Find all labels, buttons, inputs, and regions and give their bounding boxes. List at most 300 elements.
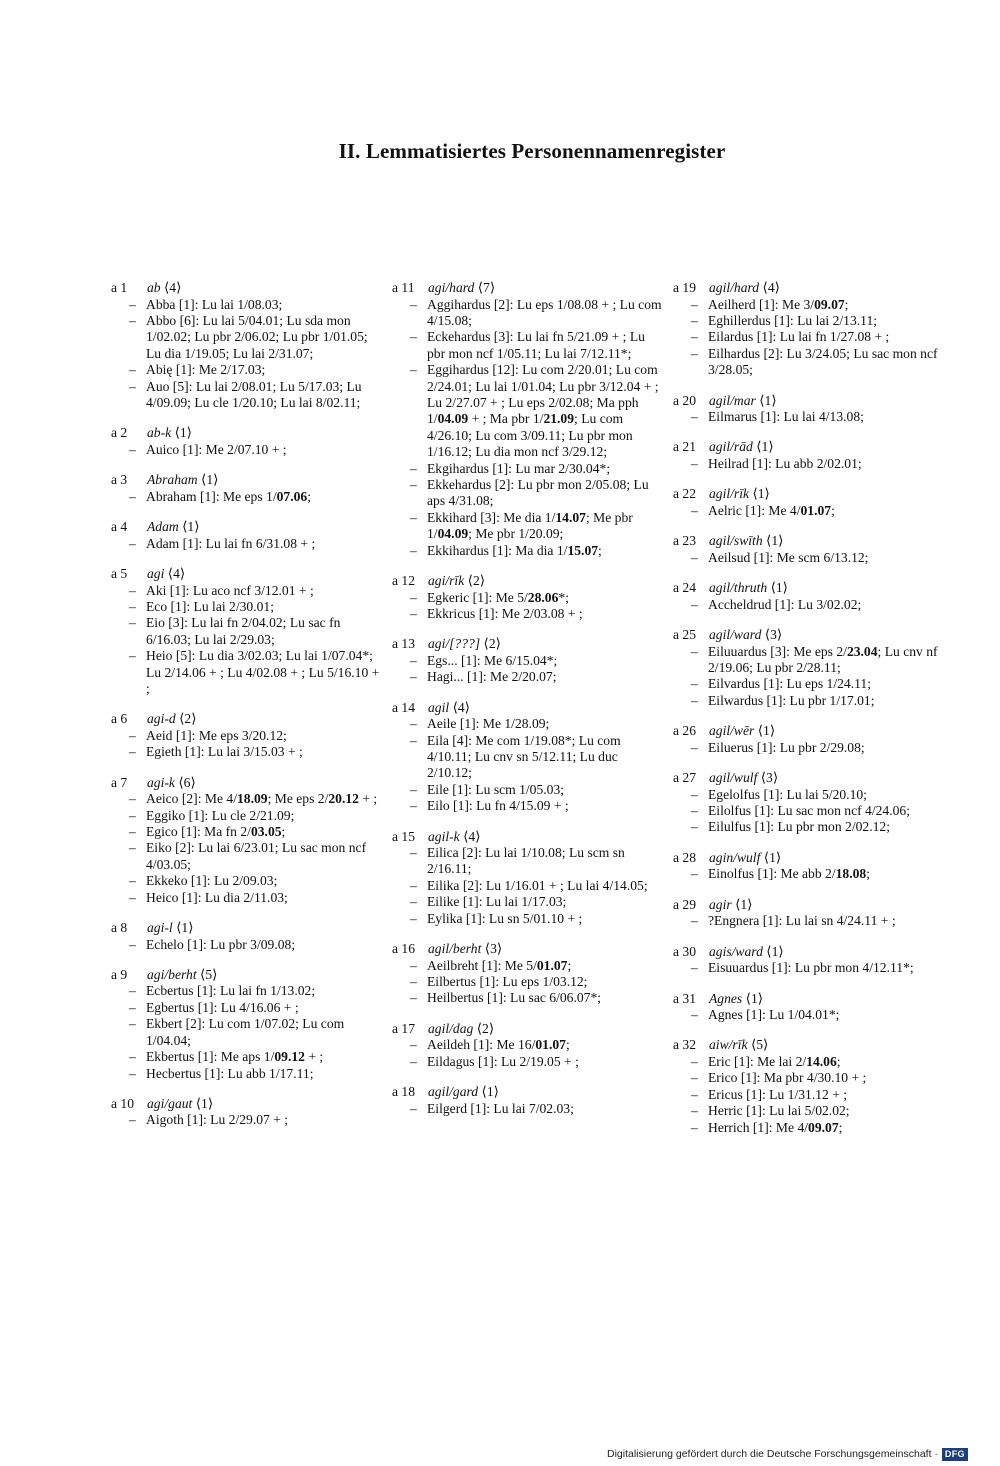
name-item: [392, 510, 662, 543]
item-text: Ecbertus [1]: Lu lai fn 1/13.02;: [146, 983, 316, 999]
item-text: Abraham [1]: Me eps 1/: [146, 488, 277, 504]
item-text: Abię [1]: Me 2/17.03;: [146, 362, 266, 378]
name-item: [392, 974, 662, 990]
lemma-text: agil/mar: [709, 392, 756, 408]
index-entry: [111, 566, 381, 697]
dash-marker: –: [410, 894, 417, 910]
item-text: Eiluerus [1]: Lu pbr 2/29.08;: [708, 739, 865, 755]
entry-heading: [673, 991, 943, 1008]
name-item: [111, 808, 381, 824]
lemma-count: ⟨2⟩: [179, 711, 197, 727]
item-text: ; Me eps 2/: [267, 791, 329, 807]
entry-number: a 16: [392, 941, 416, 957]
index-entry: [111, 519, 381, 552]
dash-marker: –: [129, 840, 136, 856]
dash-marker: –: [129, 648, 136, 664]
dash-marker: –: [691, 692, 698, 708]
lemma-count: ⟨6⟩: [178, 774, 196, 790]
name-item: [673, 456, 943, 472]
entry-lemma: [709, 533, 783, 550]
item-text: Hagi... [1]: Me 2/20.07;: [427, 669, 557, 685]
lemma-count: ⟨3⟩: [764, 627, 783, 643]
lemma-text: ab: [147, 280, 161, 295]
dfg-logo: DFG: [942, 1448, 968, 1461]
footer-credit: [607, 1446, 968, 1462]
entry-number: a 5: [111, 566, 128, 582]
item-text: Echelo [1]: Lu pbr 3/09.08;: [146, 936, 296, 952]
lemma-count: ⟨1⟩: [770, 580, 788, 596]
entry-lemma: [147, 519, 200, 536]
bold-date: 03.05: [250, 824, 282, 840]
dash-marker: –: [410, 329, 417, 345]
item-text: Herrich [1]: Me 4/: [708, 1119, 809, 1135]
dash-marker: –: [129, 582, 136, 598]
item-text: Eggihardus [12]: Lu com 2/20.01; Lu com 2/24.01; Lu lai 1/01.04; Lu pbr 3/12.04 + ; Lu 2/27.07 + ; Lu eps 2/02.08; Ma pph 1/: [427, 362, 659, 427]
name-item: [111, 313, 381, 362]
index-entry: [392, 829, 662, 928]
lemma-count: ⟨1⟩: [201, 472, 219, 488]
name-item: [673, 346, 943, 379]
name-item: [673, 1007, 943, 1023]
lemma-count: ⟨3⟩: [760, 770, 779, 786]
dash-marker: –: [410, 957, 417, 973]
name-item: [392, 606, 662, 622]
dash-marker: –: [129, 362, 136, 378]
entry-heading: [392, 636, 662, 653]
dash-marker: –: [129, 824, 136, 840]
name-item: [111, 1000, 381, 1016]
bold-date: 04.09: [437, 526, 469, 542]
name-item: [673, 740, 943, 756]
index-column-2: [392, 280, 662, 1131]
lemma-count: ⟨1⟩: [763, 849, 782, 865]
entry-number: a 3: [111, 472, 128, 488]
name-item: [673, 1087, 943, 1103]
item-text: ;: [844, 296, 849, 312]
lemma-text: agil/rīk: [709, 486, 750, 502]
index-entry: [673, 991, 943, 1024]
name-item: [392, 911, 662, 927]
lemma-count: ⟨1⟩: [182, 519, 200, 535]
entry-heading: [392, 573, 662, 590]
item-text: Heio [5]: Lu dia 3/02.03; Lu lai 1/07.04*; Lu 2/14.06 + ; Lu 4/02.08 + ; Lu 5/16.10 + ;: [146, 648, 380, 696]
item-text: Eiluuardus [3]: Me eps 2/: [708, 643, 847, 659]
lemma-text: agir: [709, 896, 732, 912]
item-text: Eylika [1]: Lu sn 5/01.10 + ;: [427, 910, 583, 926]
entry-heading: [111, 711, 381, 728]
item-text: ;: [307, 488, 311, 504]
item-text: Eiko [2]: Lu lai 6/23.01; Lu sac mon ncf 4/03.05;: [146, 840, 367, 872]
lemma-text: agi/berht: [147, 966, 197, 982]
lemma-count: ⟨1⟩: [759, 392, 777, 408]
dash-marker: –: [410, 652, 417, 668]
item-text: Eila [4]: Me com 1/19.08*; Lu com 4/10.11; Lu cnv sn 5/12.11; Lu duc 2/10.12;: [427, 732, 621, 781]
entry-lemma: [147, 1096, 213, 1113]
dash-marker: –: [691, 1053, 698, 1069]
item-text: Einolfus [1]: Me abb 2/: [708, 866, 836, 882]
lemma-count: ⟨2⟩: [476, 1020, 495, 1036]
name-item: [111, 728, 381, 744]
name-item: [392, 653, 662, 669]
index-entry: [392, 941, 662, 1007]
dash-marker: –: [129, 889, 136, 905]
dash-marker: –: [410, 781, 417, 797]
index-entry: [111, 1096, 381, 1129]
bold-date: 09.12: [274, 1049, 305, 1065]
item-text: Accheldrud [1]: Lu 3/02.02;: [708, 596, 862, 612]
index-entry: [673, 850, 943, 883]
entry-heading: [673, 770, 943, 787]
name-item: [111, 791, 381, 807]
entry-lemma: [709, 486, 770, 503]
dash-marker: –: [691, 739, 698, 755]
entry-number: a 29: [673, 896, 697, 912]
item-text: Eilgerd [1]: Lu lai 7/02.03;: [427, 1100, 574, 1116]
item-text: Ekkihardus [1]: Ma dia 1/: [427, 542, 568, 558]
item-text: Aeid [1]: Me eps 3/20.12;: [146, 727, 287, 743]
dash-marker: –: [410, 845, 417, 861]
index-entry: [673, 723, 943, 756]
name-item: [111, 536, 381, 552]
index-entry: [392, 573, 662, 622]
item-text: Ekkihard [3]: Me dia 1/: [427, 509, 556, 525]
entry-number: a 26: [673, 723, 697, 739]
item-text: Egico [1]: Ma fn 2/: [146, 824, 251, 840]
entry-lemma: [147, 425, 192, 442]
dash-marker: –: [691, 312, 698, 328]
entry-lemma: [709, 944, 784, 961]
item-text: ;: [565, 1037, 570, 1053]
index-entry: [111, 425, 381, 458]
entry-lemma: [147, 711, 197, 728]
index-entry: [673, 1037, 943, 1136]
lemma-text: agil/hard: [709, 280, 760, 295]
item-text: Agnes [1]: Lu 1/04.01*;: [708, 1007, 840, 1023]
item-text: Eilhardus [2]: Lu 3/24.05; Lu sac mon ncf 3/28.05;: [708, 345, 938, 378]
dash-marker: –: [129, 378, 136, 394]
lemma-text: agi/gaut: [147, 1095, 193, 1111]
item-text: Eilbertus [1]: Lu eps 1/03.12;: [427, 974, 588, 989]
dash-marker: –: [129, 598, 136, 614]
name-item: [111, 1112, 381, 1128]
item-text: Aelric [1]: Me 4/: [708, 502, 801, 518]
entry-heading: [673, 393, 943, 410]
entry-number: a 9: [111, 966, 128, 982]
entry-number: a 20: [673, 392, 697, 408]
item-text: Eggiko [1]: Lu cle 2/21.09;: [146, 807, 295, 823]
item-text: ; Lu com 4/26.10; Lu com 3/09.11; Lu pbr mon 1/16.12; Lu dia mon ncf 3/29.12;: [427, 411, 633, 460]
dash-marker: –: [410, 798, 417, 814]
lemma-text: Adam: [147, 519, 179, 535]
lemma-text: agi/rīk: [428, 573, 465, 588]
name-item: [673, 960, 943, 976]
entry-lemma: [709, 723, 775, 740]
dash-marker: –: [691, 1070, 698, 1086]
dash-marker: –: [129, 807, 136, 823]
index-entry: [392, 636, 662, 685]
name-item: [673, 1103, 943, 1119]
entry-lemma: [428, 1084, 499, 1101]
item-text: ; Me pbr 1/20.09;: [468, 526, 564, 542]
item-text: Eilardus [1]: Lu lai fn 1/27.08 + ;: [708, 329, 890, 345]
name-item: [673, 1120, 943, 1136]
index-entry: [111, 967, 381, 1082]
dash-marker: –: [691, 960, 698, 976]
dash-marker: –: [129, 488, 136, 504]
name-item: [111, 442, 381, 458]
entry-lemma: [709, 1037, 768, 1054]
index-column-1: [111, 280, 381, 1143]
item-text: Heilrad [1]: Lu abb 2/02.01;: [708, 455, 862, 471]
item-text: Heico [1]: Lu dia 2/11.03;: [146, 889, 288, 905]
dash-marker: –: [691, 786, 698, 802]
item-text: ;: [598, 542, 602, 558]
entry-number: a 19: [673, 280, 697, 295]
entry-heading: [673, 1037, 943, 1054]
name-item: [673, 913, 943, 929]
entry-heading: [111, 1096, 381, 1113]
index-entry: [111, 920, 381, 953]
name-item: [111, 648, 381, 697]
bold-date: 14.06: [806, 1053, 837, 1069]
item-text: + ;: [304, 1049, 324, 1065]
entry-number: a 11: [392, 280, 415, 295]
dash-marker: –: [410, 974, 417, 989]
name-item: [392, 958, 662, 974]
index-entry: [673, 439, 943, 472]
index-entry: [673, 944, 943, 977]
entry-number: a 27: [673, 770, 697, 786]
lemma-count: ⟨3⟩: [484, 941, 503, 957]
dash-marker: –: [129, 873, 136, 889]
lemma-text: agil/wēr: [709, 723, 755, 739]
dash-marker: –: [691, 676, 698, 692]
lemma-count: ⟨2⟩: [483, 636, 501, 652]
dash-marker: –: [129, 791, 136, 807]
item-text: Aeico [2]: Me 4/: [146, 791, 237, 807]
name-item: [673, 503, 943, 519]
lemma-text: agi-k: [147, 774, 175, 790]
lemma-text: Abraham: [147, 472, 198, 488]
entry-number: a 28: [673, 849, 697, 865]
name-item: [111, 297, 381, 313]
item-text: Auo [5]: Lu lai 2/08.01; Lu 5/17.03; Lu 4/09.09; Lu cle 1/20.10; Lu lai 8/02.11;: [146, 378, 362, 410]
index-entry: [673, 897, 943, 930]
name-item: [392, 477, 662, 510]
index-entry: [673, 580, 943, 613]
index-entry: [673, 627, 943, 709]
entry-number: a 14: [392, 699, 416, 715]
lemma-count: ⟨1⟩: [735, 896, 753, 912]
entry-number: a 30: [673, 943, 697, 959]
lemma-count: ⟨1⟩: [745, 990, 764, 1006]
entry-lemma: [709, 580, 788, 597]
item-text: Eilo [1]: Lu fn 4/15.09 + ;: [427, 798, 569, 814]
dash-marker: –: [410, 669, 417, 685]
name-item: [392, 716, 662, 732]
lemma-count: ⟨5⟩: [750, 1037, 769, 1053]
entry-number: a 7: [111, 774, 128, 790]
entry-heading: [111, 425, 381, 442]
dash-marker: –: [129, 744, 136, 760]
item-text: Eio [3]: Lu lai fn 2/04.02; Lu sac fn 6/16.03; Lu lai 2/29.03;: [146, 615, 341, 647]
item-text: Egs... [1]: Me 6/15.04*;: [427, 652, 558, 668]
dash-marker: –: [691, 1103, 698, 1119]
index-entry: [111, 472, 381, 505]
index-entry: [111, 711, 381, 760]
name-item: [111, 362, 381, 378]
lemma-text: Agnes: [709, 990, 743, 1006]
dash-marker: –: [129, 727, 136, 743]
lemma-count: ⟨4⟩: [463, 828, 481, 844]
item-text: Eilwardus [1]: Lu pbr 1/17.01;: [708, 692, 875, 708]
entry-number: a 18: [392, 1084, 416, 1100]
item-text: Eilolfus [1]: Lu sac mon ncf 4/24.06;: [708, 803, 910, 818]
lemma-text: agil/swīth: [709, 533, 763, 549]
dash-marker: –: [691, 502, 698, 518]
dash-marker: –: [691, 913, 698, 929]
index-entry: [392, 700, 662, 815]
entry-lemma: [428, 941, 502, 958]
lemma-text: aiw/rīk: [709, 1037, 748, 1053]
name-item: [392, 845, 662, 878]
lemma-text: agin/wulf: [709, 849, 761, 865]
entry-number: a 13: [392, 636, 416, 652]
dash-marker: –: [691, 866, 698, 882]
dash-marker: –: [129, 441, 136, 457]
entry-lemma: [147, 472, 218, 489]
entry-number: a 24: [673, 580, 697, 596]
dash-marker: –: [691, 819, 698, 835]
entry-lemma: [147, 566, 185, 583]
name-item: [111, 599, 381, 615]
name-item: [673, 313, 943, 329]
entry-heading: [673, 897, 943, 914]
dash-marker: –: [129, 1049, 136, 1065]
name-item: [392, 461, 662, 477]
dash-marker: –: [410, 1053, 417, 1069]
item-text: Eilvardus [1]: Lu eps 1/24.11;: [708, 676, 871, 692]
item-text: Eric [1]: Me lai 2/: [708, 1053, 807, 1069]
item-text: Eilica [2]: Lu lai 1/10.08; Lu scm sn 2/16.11;: [427, 845, 625, 877]
name-item: [673, 550, 943, 566]
dash-marker: –: [691, 345, 698, 361]
dash-marker: –: [129, 1016, 136, 1032]
item-text: Abbo [6]: Lu lai 5/04.01; Lu sda mon 1/02.02; Lu pbr 2/06.02; Lu pbr 1/01.05; Lu dia 1/19.05; Lu lai 2/31.07;: [146, 312, 368, 361]
item-text: Erico [1]: Ma pbr 4/30.10 + ;: [708, 1070, 867, 1086]
entry-heading: [673, 580, 943, 597]
dash-marker: –: [691, 596, 698, 612]
item-text: Aeilsud [1]: Me scm 6/13.12;: [708, 549, 869, 565]
item-text: *;: [558, 589, 569, 605]
lemma-text: agi-l: [147, 920, 173, 936]
dash-marker: –: [410, 605, 417, 621]
entry-heading: [111, 775, 381, 792]
bold-date: 21.09: [543, 411, 575, 427]
name-item: [673, 597, 943, 613]
item-text: Ericus [1]: Lu 1/31.12 + ;: [708, 1086, 848, 1102]
entry-lemma: [428, 700, 470, 717]
name-item: [392, 1037, 662, 1053]
lemma-count: ⟨1⟩: [766, 943, 784, 959]
dash-marker: –: [691, 1119, 698, 1135]
name-item: [111, 840, 381, 873]
entry-lemma: [709, 897, 752, 914]
item-text: Ekkehardus [2]: Lu pbr mon 2/05.08; Lu aps 4/31.08;: [427, 476, 649, 509]
item-text: Hecbertus [1]: Lu abb 1/17.11;: [146, 1065, 314, 1081]
entry-heading: [111, 280, 381, 297]
item-text: Abba [1]: Lu lai 1/08.03;: [146, 296, 283, 312]
entry-heading: [673, 533, 943, 550]
entry-heading: [673, 486, 943, 503]
entry-heading: [673, 627, 943, 644]
entry-lemma: [709, 991, 763, 1008]
dash-marker: –: [410, 910, 417, 926]
lemma-text: agil/ward: [709, 627, 762, 643]
lemma-text: agil-k: [428, 828, 460, 844]
item-text: Eghillerdus [1]: Lu lai 2/13.11;: [708, 312, 878, 328]
entry-heading: [392, 1084, 662, 1101]
entry-heading: [111, 519, 381, 536]
dash-marker: –: [691, 409, 698, 425]
bold-date: 14.07: [555, 509, 586, 525]
index-entry: [673, 280, 943, 379]
item-text: Herric [1]: Lu lai 5/02.02;: [708, 1103, 850, 1119]
dash-marker: –: [410, 476, 417, 492]
entry-lemma: [147, 967, 217, 984]
bold-date: 23.04: [846, 643, 878, 659]
index-entry: [392, 280, 662, 559]
item-text: Auico [1]: Me 2/07.10 + ;: [146, 441, 287, 457]
entry-lemma: [428, 1021, 494, 1038]
entry-number: a 25: [673, 627, 697, 643]
name-item: [111, 615, 381, 648]
dash-marker: –: [410, 732, 417, 748]
item-text: Adam [1]: Lu lai fn 6/31.08 + ;: [146, 535, 316, 551]
name-item: [111, 583, 381, 599]
name-item: [111, 824, 381, 840]
lemma-text: agi/[???]: [428, 636, 481, 652]
entry-heading: [673, 723, 943, 740]
lemma-count: ⟨4⟩: [762, 280, 780, 295]
bold-date: 18.09: [236, 791, 268, 807]
name-item: [392, 362, 662, 460]
lemma-text: ab-k: [147, 425, 172, 441]
lemma-text: agi: [147, 566, 165, 582]
lemma-count: ⟨4⟩: [167, 566, 186, 582]
name-item: [392, 329, 662, 362]
entry-number: a 21: [673, 439, 697, 455]
name-item: [392, 590, 662, 606]
bold-date: 09.07: [808, 1119, 839, 1135]
lemma-count: ⟨7⟩: [477, 280, 496, 295]
dash-marker: –: [410, 1100, 417, 1116]
entry-heading: [111, 920, 381, 937]
lemma-count: ⟨2⟩: [467, 573, 486, 588]
dash-marker: –: [691, 549, 698, 565]
entry-number: a 31: [673, 990, 697, 1006]
item-text: ; Lu cnv nf 2/19.06; Lu pbr 2/28.11;: [708, 643, 938, 675]
dash-marker: –: [691, 1007, 698, 1023]
name-item: [392, 878, 662, 894]
item-text: + ; Ma pbr 1/: [468, 411, 544, 427]
lemma-text: agil/wulf: [709, 770, 758, 786]
item-text: Eisuuardus [1]: Lu pbr mon 4/12.11*;: [708, 960, 914, 976]
name-item: [392, 782, 662, 798]
dash-marker: –: [410, 877, 417, 893]
index-entry: [673, 486, 943, 519]
dash-marker: –: [129, 296, 136, 312]
